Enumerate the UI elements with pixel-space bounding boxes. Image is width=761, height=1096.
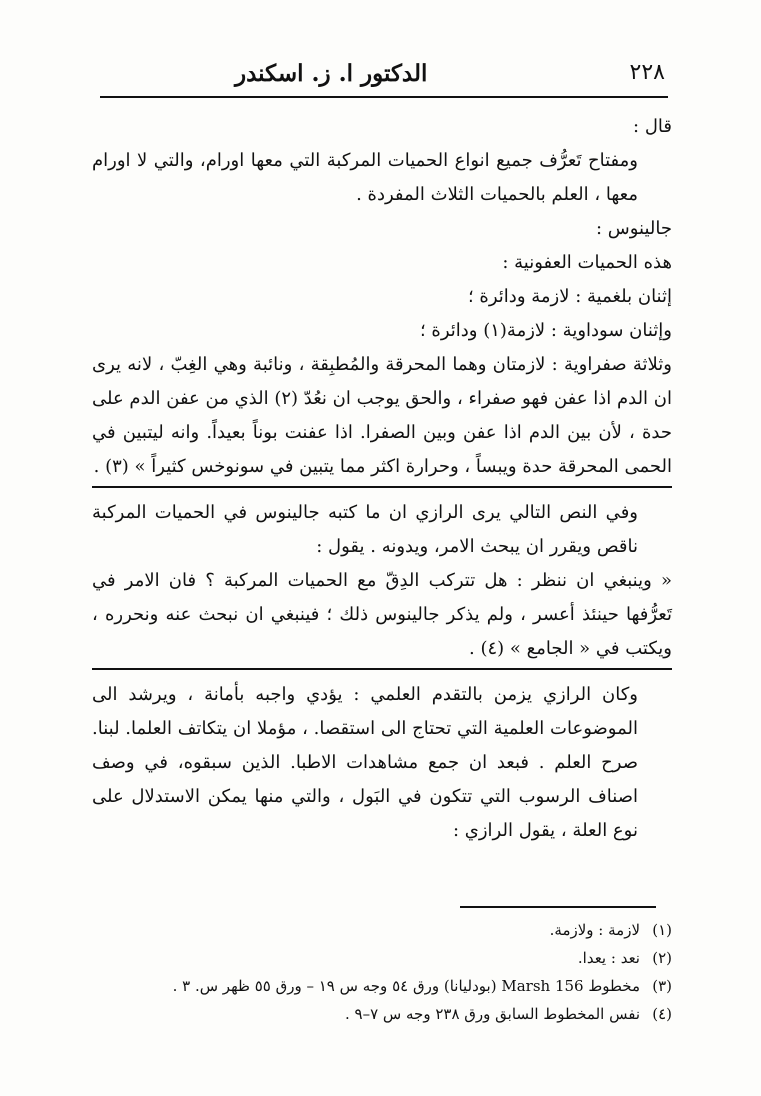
footnote [92,1000,672,1028]
footnote-text: لازمة : ولازمة. [549,921,640,939]
body-text [92,110,672,848]
header-rule [100,96,668,98]
footnote-number: (١) [652,921,672,939]
footnote-number: (٢) [652,949,672,967]
footnote [92,916,672,944]
footnotes [92,916,672,1028]
running-title: الدكتور ا. ز. اسكندر [235,60,428,87]
footnote [92,944,672,972]
paragraph-razi-quote: « وينبغي ان ننظر : هل تتركب الدِقّ مع الحميات المركبة ؟ فان الامر في تَعرُّفها حينئذ أعسر ، ولم يذكر جالينوس ذلك ؛ فينبغي ان نبحث عنه ونحرره ، ويكتب في « الجامع » (٤) . [92,564,672,670]
footnote-number: (٤) [652,1005,672,1023]
page-header [105,60,665,94]
paragraph-melancholic: وإثنان سوداوية : لازمة(١) ودائرة ؛ [419,320,672,341]
paragraph-key-fevers: ومفتاح تَعرُّف جميع انواع الحميات المركبة التي معها اورام، والتي لا اورام معها ، العلم بالحميات الثلاث المفردة . [92,150,638,205]
paragraph-bilious: وثلاثة صفراوية : لازمتان وهما المحرقة والمُطبِقة ، ونائبة وهي الغِبّ ، لانه يرى ان الدم اذا عفن فهو صفراء ، والحق يوجب ان نعُدّ (٢) الذي من عفن الدم على حدة ، لأن بين الدم اذا عفن وبين الصفرا. اذا عفنت بوناً بعيداً. وانه ليتبين في الحمى المحرقة حدة ويبساً ، وحرارة اكثر مما يتبين في سونوخس كثيراً » (٣) . [92,348,672,488]
page-number: ٢٢٨ [629,60,665,85]
paragraph-putrid-fevers: هذه الحميات العفونية : [502,252,672,273]
footnote [92,972,672,1000]
paragraph-razi-progress: وكان الرازي يزمن بالتقدم العلمي : يؤدي واجبه بأمانة ، ويرشد الى الموضوعات العلمية التي تحتاج الى استقصا. ، مؤملا ان يتكاتف العلما. لبنا. صرح العلم . فبعد ان جمع مشاهدات الاطبا. الذين سبقوه، في وصف اصناف الرسوب التي تتكون في البَول ، والتي منها يمكن الاستدلال على نوع العلة ، يقول الرازي : [92,684,638,841]
footnote-text: مخطوط Marsh 156 (بودليانا) ورق ٥٤ وجه س ١٩ – ورق ٥٥ ظهر س. ٣ . [172,977,640,995]
footnote-text: نفس المخطوط السابق ورق ٢٣٨ وجه س ٧–٩ . [344,1005,640,1023]
paragraph-qal: قال : [633,116,672,137]
footnote-rule [460,906,656,908]
paragraph-razi-galen: وفي النص التالي يرى الرازي ان ما كتبه جالينوس في الحميات المركبة ناقص ويقرر ان يبحث الامر، ويدونه . يقول : [92,502,638,557]
footnote-text: نعد : يعدا. [577,949,640,967]
paragraph-galen-label: جالينوس : [595,218,672,239]
footnote-number: (٣) [652,977,672,995]
paragraph-phlegmatic: إثنان بلغمية : لازمة ودائرة ؛ [467,286,672,307]
